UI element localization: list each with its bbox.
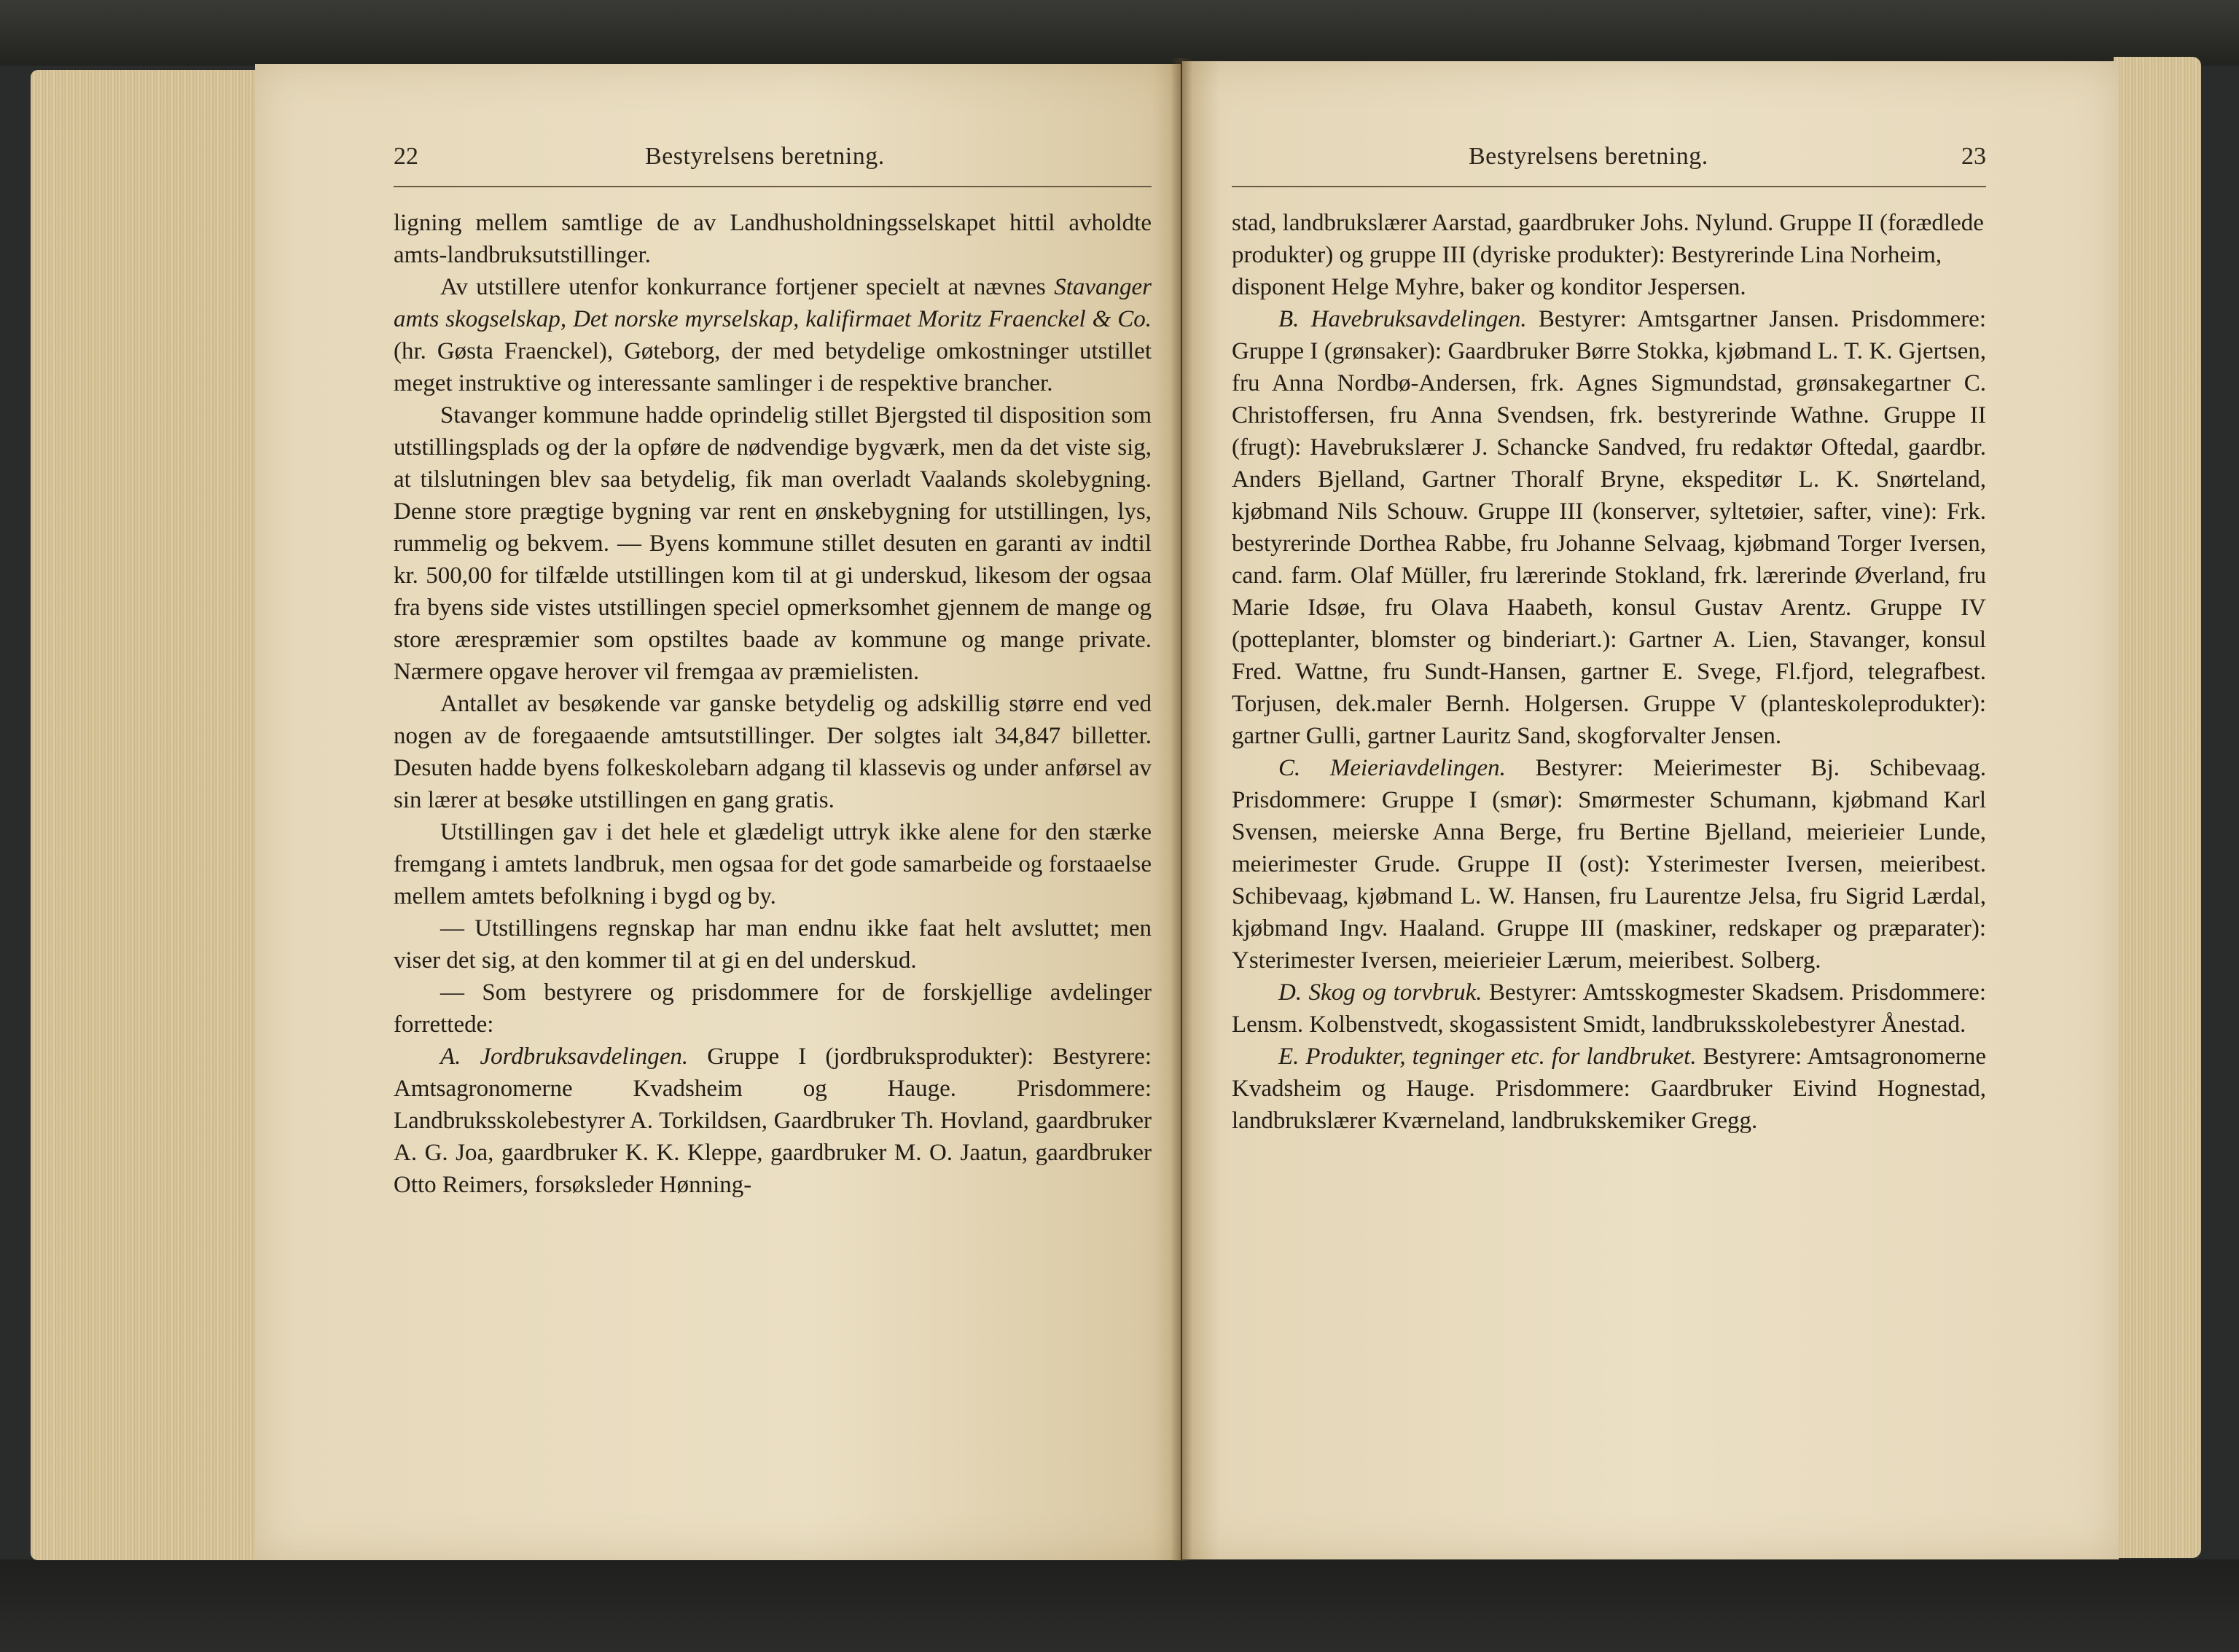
section-heading-d: D. Skog og torvbruk. xyxy=(1278,979,1482,1006)
right-page-header xyxy=(1232,143,1986,179)
section-heading-c: C. Meieriavdelingen. xyxy=(1278,755,1506,781)
section-heading-e: E. Produkter, tegninger etc. for landbruket. xyxy=(1278,1044,1697,1070)
book-cover-top xyxy=(0,0,2239,66)
paragraph: stad, landbrukslærer Aarstad, gaardbruker Johs. Nylund. Gruppe II (forædlede produkter) og gruppe III (dyriske produkter): Bestyrerinde Lina Norheim, disponent Helge Myhre, baker og konditor Jespersen. xyxy=(1232,210,1984,300)
paragraph: Utstillingen gav i det hele et glædeligt uttryk ikke alene for den stærke fremgang i amtets landbruk, men ogsaa for det gode samarbeide og forstaaelse mellem amtets befolkning i bygd og by. xyxy=(394,819,1152,909)
italic-exhibitors: Stavanger amts skogselskap, Det norske myrselskap, kalifirmaet Moritz Fraenckel & Co. xyxy=(394,274,1152,332)
paragraph: B. Havebruksavdelingen. Bestyrer: Amtsgartner Jansen. Prisdommere: Gruppe I (grønsaker): Gaardbruker Børre Stokka, kjøbmand L. T. K. Gjertsen, fru Anna Nordbø-Andersen, frk. Agnes Sigmundstad, grønsakegartner C. Christoffersen, fru Anna Svendsen, frk. bestyrerinde Wathne. Gruppe II (frugt): Havebrukslærer J. Schancke Sandved, fru redaktør Oftedal, gaardbr. Anders Bjelland, Gartner Thoralf Bryne, ekspeditør L. K. Snørteland, kjøbmand Nils Schouw. Gruppe III (konserver, syltetøier, safter, vine): Frk. bestyrerinde Dorthea Rabbe, fru Johanne Selvaag, kjøbmand Torger Iversen, cand. farm. Olaf Müller, fru lærerinde Stokland, frk. lærerinde Øverland, fru Marie Idsøe, fru Olava Haabeth, konsul Gustav Arentz. Gruppe IV (potteplanter, blomster og binderiart.): Gartner A. Lien, Stavanger, konsul Fred. Wattne, fru Sundt-Hansen, gartner E. Svege, Fl.fjord, telegrafbest. Torjusen, dek.maler Bernh. Holgersen. Gruppe V (planteskoleprodukter): gartner Gulli, gartner Lauritz Sand, skogforvalter Jensen. xyxy=(1232,306,1986,749)
paragraph: — Som bestyrere og prisdommere for de forskjellige avdelinger forrettede: xyxy=(394,979,1152,1038)
paragraph: Av utstillere utenfor konkurrance fortjener specielt at nævnes Stavanger amts skogselskap, Det norske myrselskap, kalifirmaet Moritz Fraenckel & Co. (hr. Gøsta Fraenckel), Gøteborg, der med betydelige omkostninger utstillet meget instruktive og interessante samlinger i de respektive brancher. xyxy=(394,274,1152,396)
left-page-edges xyxy=(31,70,264,1560)
header-rule-left xyxy=(394,186,1152,187)
paragraph: ligning mellem samtlige de av Landhusholdningsselskapet hittil avholdte amts-landbruksutstillinger. xyxy=(394,210,1152,268)
paragraph: C. Meieriavdelingen. Bestyrer: Meierimester Bj. Schibevaag. Prisdommere: Gruppe I (smør): Smørmester Schumann, kjøbmand Karl Svensen, meierske Anna Berge, fru Bertine Bjelland, meierieier Lunde, meierimester Grude. Gruppe II (ost): Ysterimester Iversen, meieribest. Schibevaag, kjøbmand L. W. Hansen, fru Laurentze Jelsa, fru Sigrid Lærdal, kjøbmand Ingv. Haaland. Gruppe III (maskiner, redskaper og præparater): Ysterimester Iversen, meierieier Lærum, meieribest. Solberg. xyxy=(1232,755,1986,974)
running-head-right: Bestyrelsens beretning. xyxy=(1469,143,1708,170)
paragraph: — Utstillingens regnskap har man endnu ikke faat helt avsluttet; men viser det sig, at den kommer til at gi en del underskud. xyxy=(394,915,1152,974)
header-rule-right xyxy=(1232,186,1986,187)
paragraph: Stavanger kommune hadde oprindelig stillet Bjergsted til disposition som utstillingsplads og der la opføre de nødvendige bygværk, men da det viste sig, at tilslutningen blev saa betydelig, fik man overladt Vaalands skolebygning. Denne store prægtige bygning var rent en ønskebygning for utstillingen, lys, rummelig og bekvem. — Byens kommune stillet desuten en garanti av indtil kr. 500,00 for tilfælde utstillingen kom til at gi underskud, likesom der ogsaa fra byens side vistes utstillingen speciel opmerksomhet gjennem de mange og store ærespræmier som opstiltes baade av kommune og mange private. Nærmere opgave herover vil fremgaa av præmielisten. xyxy=(394,402,1152,685)
right-page-body xyxy=(1232,207,1986,1137)
right-page-edges xyxy=(2114,57,2201,1558)
section-heading-b: B. Havebruksavdelingen. xyxy=(1278,306,1527,332)
page-number-left: 22 xyxy=(394,143,418,170)
page-number-right: 23 xyxy=(1961,143,1986,170)
book-cover-bottom xyxy=(0,1559,2239,1652)
paragraph: D. Skog og torvbruk. Bestyrer: Amtsskogmester Skadsem. Prisdommere: Lensm. Kolbenstvedt, skogassistent Smidt, landbruksskolebestyrer Ånestad. xyxy=(1232,979,1986,1038)
left-page-body xyxy=(394,207,1152,1201)
paragraph: Antallet av besøkende var ganske betydelig og adskillig større end ved nogen av de foregaaende amtsutstillinger. Der solgtes ialt 34,847 billetter. Desuten hadde byens folkeskolebarn adgang til klassevis og under anførsel av sin lærer at besøke utstillingen en gang gratis. xyxy=(394,691,1152,813)
left-page-header xyxy=(394,143,1152,179)
book-gutter xyxy=(1171,58,1192,1561)
running-head-left: Bestyrelsens beretning. xyxy=(645,143,885,170)
paragraph: A. Jordbruksavdelingen. Gruppe I (jordbruksprodukter): Bestyrere: Amtsagronomerne Kvadsheim og Hauge. Prisdommere: Landbruksskolebestyrer A. Torkildsen, Gaardbruker Th. Hovland, gaardbruker A. G. Joa, gaardbruker K. K. Kleppe, gaardbruker M. O. Jaatun, gaardbruker Otto Reimers, forsøksleder Hønning- xyxy=(394,1044,1152,1198)
section-heading-a: A. Jordbruksavdelingen. xyxy=(440,1044,689,1070)
paragraph: E. Produkter, tegninger etc. for landbruket. Bestyrere: Amtsagronomerne Kvadsheim og Hauge. Prisdommere: Gaardbruker Eivind Hognestad, landbrukslærer Kværneland, landbrukskemiker Gregg. xyxy=(1232,1044,1986,1134)
